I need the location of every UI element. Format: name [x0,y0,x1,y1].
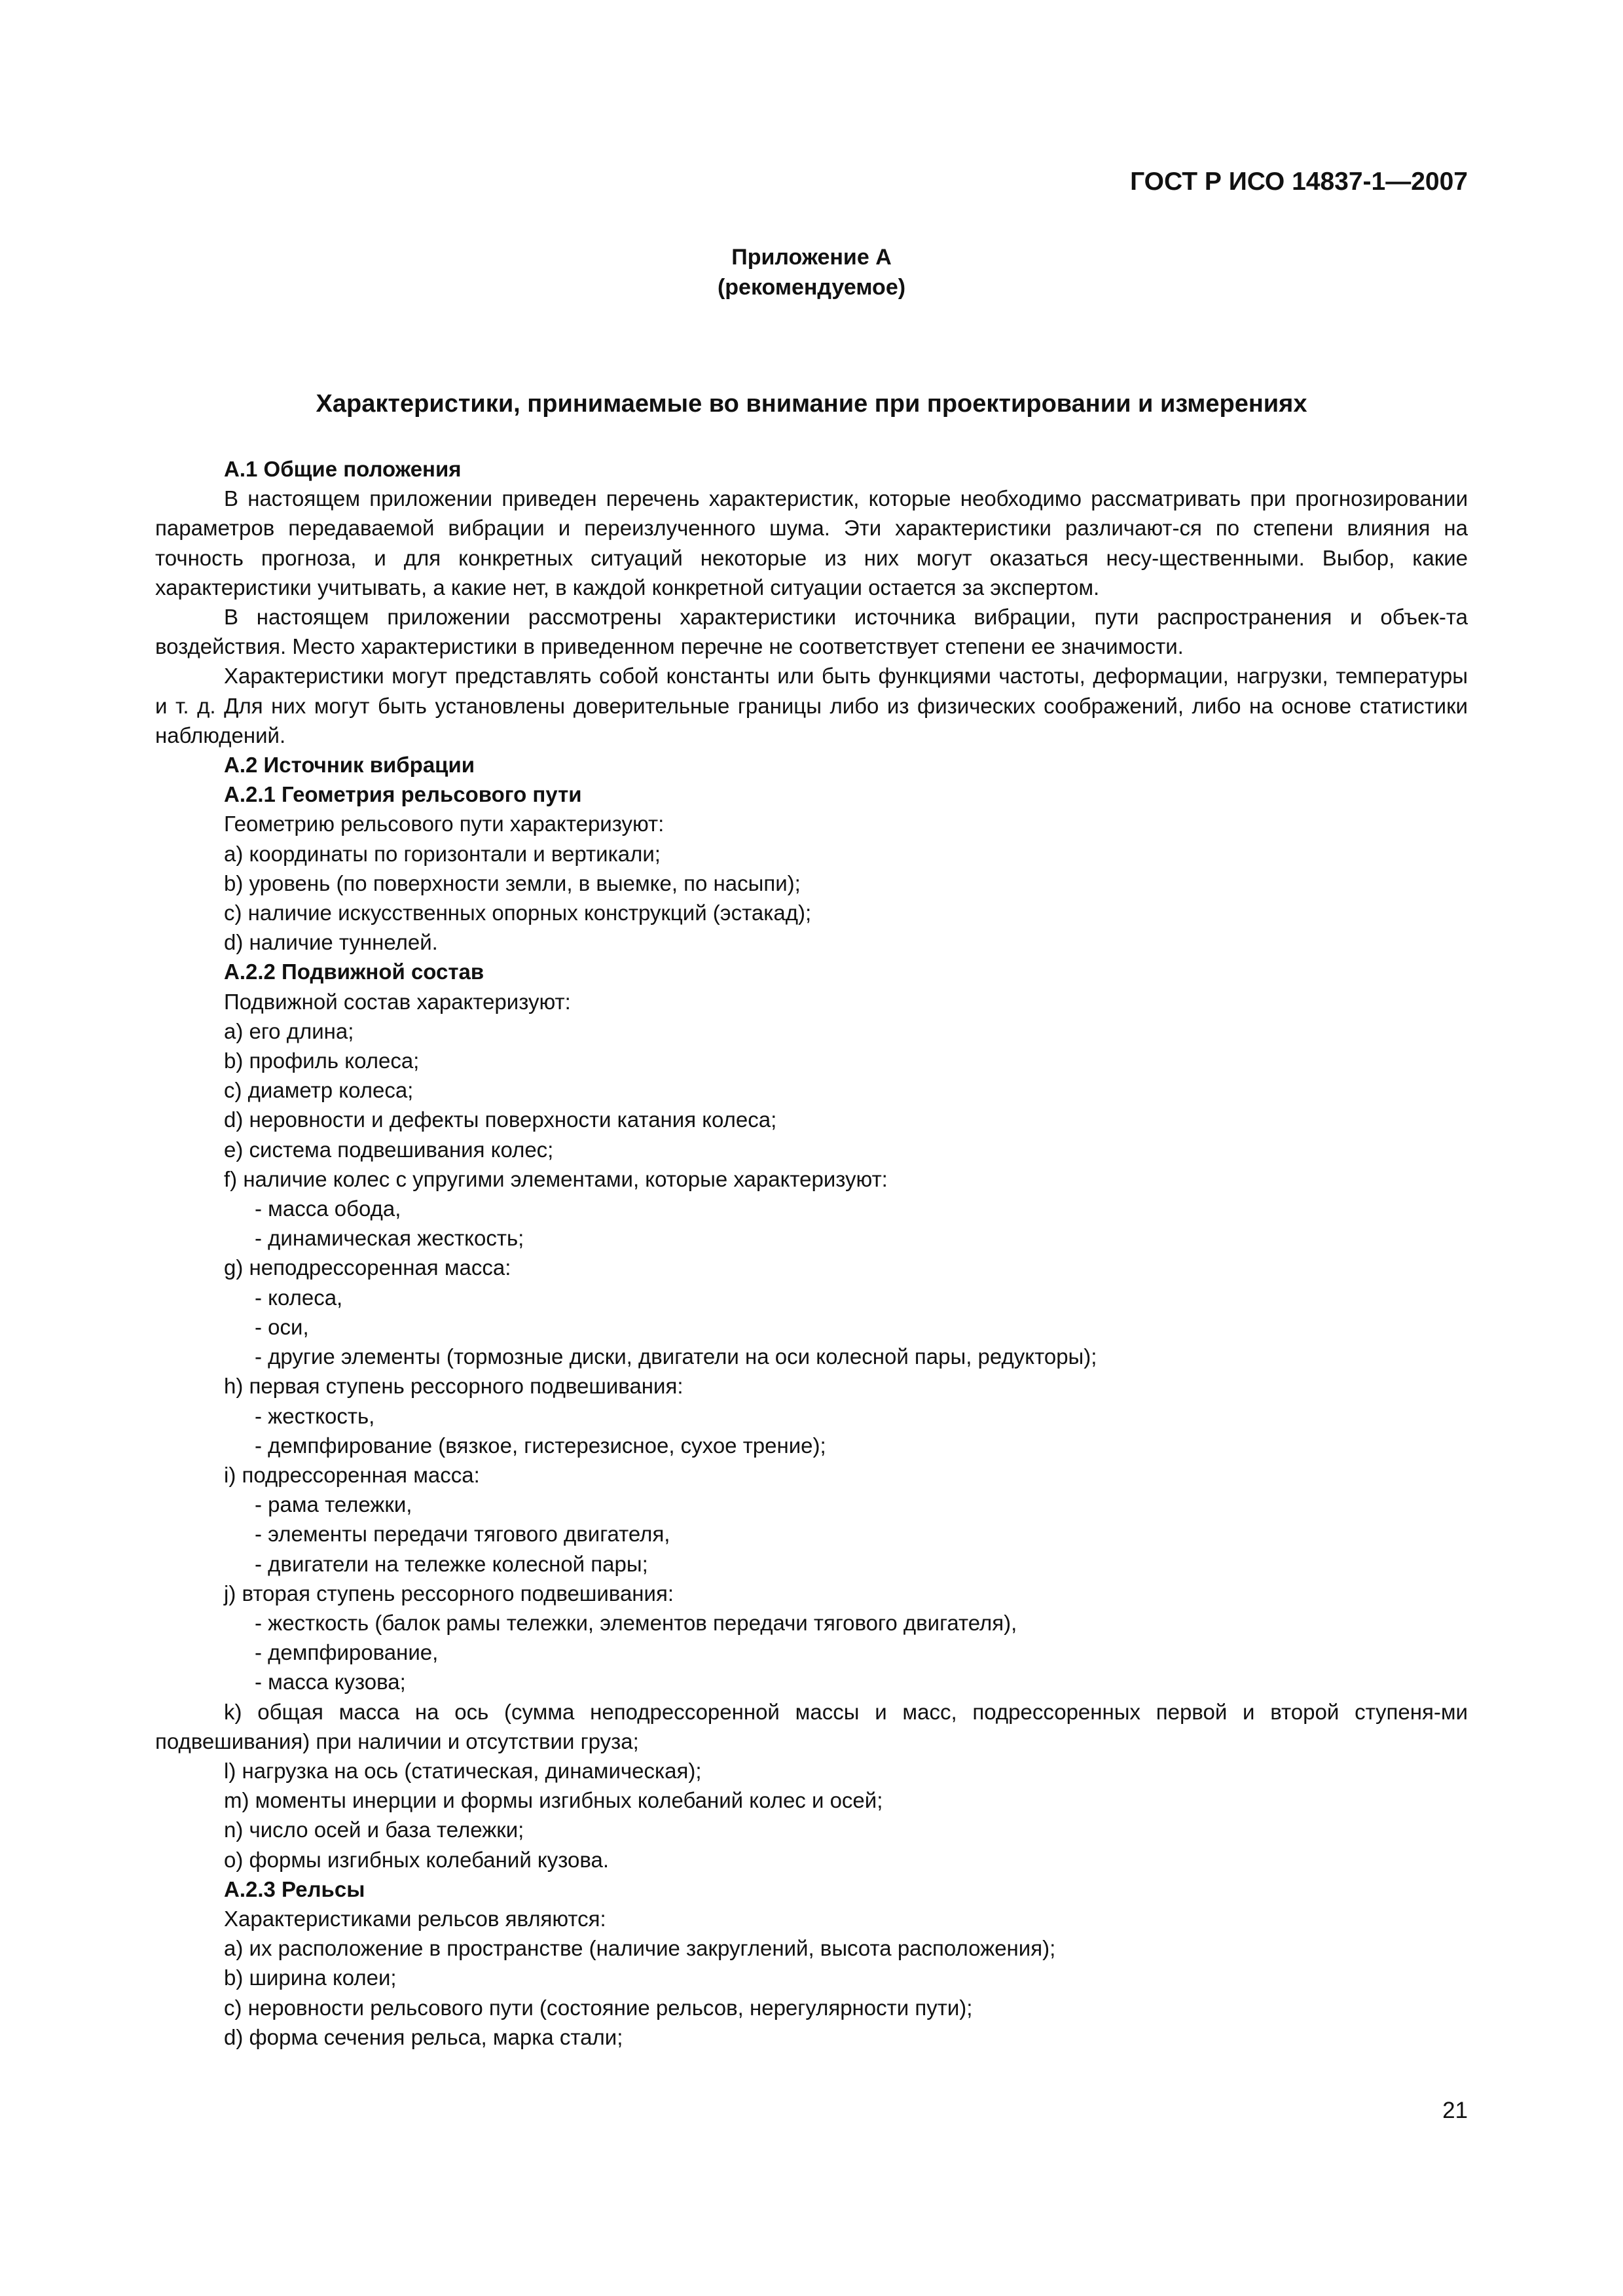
list-item: d) наличие туннелей. [224,930,438,955]
paragraph: Характеристики могут представлять собой константы или быть функциями частоты, деформации, нагрузки, температуры и т. д. Для них могут быть установлены доверительные границы либо из физических соображений, либо на основе статистики наблюдений. [155,664,1468,747]
list-item: d) форма сечения рельса, марка стали; [224,2024,623,2049]
list-subitem: - демпфирование (вязкое, гистерезисное, сухое трение); [255,1433,826,1458]
annex-label: Приложение А [731,245,892,270]
list-item: а) его длина; [224,1018,354,1043]
list-intro: Характеристиками рельсов являются: [224,1906,606,1931]
list-item: е) система подвешивания колес; [224,1137,554,1162]
list-item: j) вторая ступень рессорного подвешивания: [224,1581,674,1605]
list-subitem: - элементы передачи тягового двигателя, [255,1522,670,1547]
list-item: а) их расположение в пространстве (наличие закруглений, высота расположения); [224,1936,1056,1961]
subsection-heading: А.2.1 Геометрия рельсового пути [224,782,582,807]
list-subitem: - масса обода, [255,1196,401,1221]
list-subitem: - динамическая жесткость; [255,1226,524,1251]
section-heading: А.2 Источник вибрации [224,753,475,778]
list-item: b) уровень (по поверхности земли, в выемке, по насыпи); [224,870,801,895]
list-item: g) неподрессоренная масса: [224,1255,511,1280]
list-item: f) наличие колес с упругими элементами, которые характеризуют: [224,1166,888,1191]
list-item: m) моменты инерции и формы изгибных колебаний колес и осей; [224,1788,883,1813]
document-body [155,454,1468,2052]
list-item: l) нагрузка на ось (статическая, динамическая); [224,1758,702,1783]
annex-status: (рекомендуемое) [717,275,906,300]
list-subitem: - другие элементы (тормозные диски, двигатели на оси колесной пары, редукторы); [255,1344,1097,1369]
list-subitem: - жесткость, [255,1403,375,1428]
standard-code: ГОСТ Р ИСО 14837-1—2007 [1130,168,1468,196]
list-item: n) число осей и база тележки; [224,1818,524,1842]
list-subitem: - масса кузова; [255,1670,406,1695]
list-subitem: - демпфирование, [255,1640,439,1665]
list-item: о) формы изгибных колебаний кузова. [224,1847,610,1872]
annex-title: Характеристики, принимаемые во внимание при проектировании и измерениях [316,390,1307,418]
paragraph: В настоящем приложении рассмотрены характеристики источника вибрации, пути распространения и объек-та воздействия. Место характеристики в приведенном перечне не соответствует степени ее значимости. [155,605,1468,659]
page-number: 21 [1442,2098,1468,2123]
list-item: i) подрессоренная масса: [224,1462,480,1487]
list-item: b) ширина колеи; [224,1965,397,1990]
list-item: с) диаметр колеса; [224,1078,414,1103]
list-item: с) неровности рельсового пути (состояние рельсов, нерегулярности пути); [224,1995,973,2020]
list-item: k) общая масса на ось (сумма неподрессоренной массы и масс, подрессоренных первой и второй ступеня-ми подвешивания) при наличии и отсутствии груза; [155,1699,1468,1753]
list-subitem: - рама тележки, [255,1492,412,1517]
list-intro: Подвижной состав характеризуют: [224,989,571,1014]
list-item: с) наличие искусственных опорных конструкций (эстакад); [224,901,812,925]
list-subitem: - оси, [255,1314,309,1339]
list-subitem: - двигатели на тележке колесной пары; [255,1551,648,1576]
subsection-heading: А.2.2 Подвижной состав [224,960,484,984]
list-item: d) неровности и дефекты поверхности катания колеса; [224,1107,777,1132]
list-item: а) координаты по горизонтали и вертикали; [224,841,661,866]
list-subitem: - колеса, [255,1285,343,1310]
section-heading: А.1 Общие положения [224,457,462,481]
paragraph: В настоящем приложении приведен перечень характеристик, которые необходимо рассматривать при прогнозировании параметров передаваемой вибрации и переизлученного шума. Эти характеристики различают-ся по степени влияния на точность прогноза, и для конкретных ситуаций некоторые из них могут оказаться несу-щественными. Выбор, какие характеристики учитывать, а какие нет, в каждой конкретной ситуации остается за экспертом. [155,486,1468,600]
list-item: h) первая ступень рессорного подвешивания: [224,1374,684,1399]
list-intro: Геометрию рельсового пути характеризуют: [224,812,665,836]
subsection-heading: А.2.3 Рельсы [224,1876,365,1901]
list-subitem: - жесткость (балок рамы тележки, элементов передачи тягового двигателя), [255,1610,1017,1635]
list-item: b) профиль колеса; [224,1049,420,1073]
